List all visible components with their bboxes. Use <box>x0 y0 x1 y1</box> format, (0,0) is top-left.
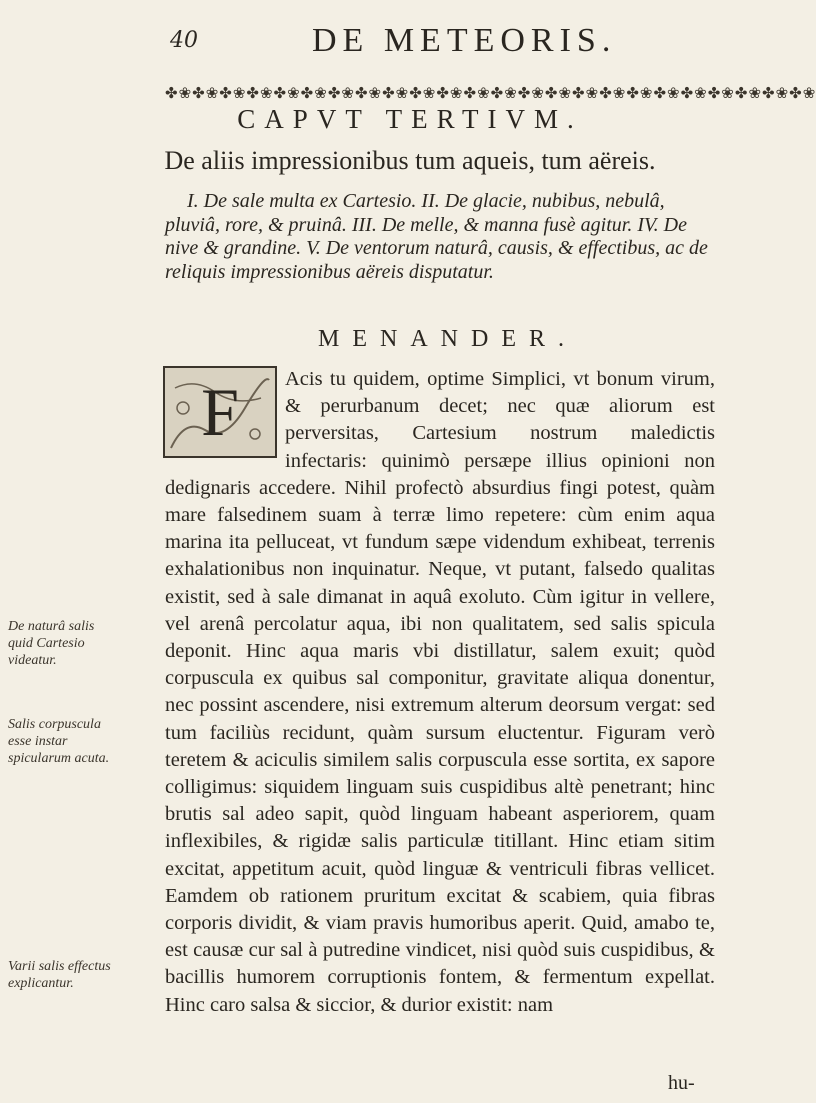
main-paragraph: Acis tu quidem, optime Simplici, vt bonum virum, & perurbanum decet; nec quæ aliorum est perversitas, Cartesium nostrum maledictis infectaris: quinimò persæpe illius opinioni non dedignaris accedere. Nihil profectò absurdius fingi potest, quàm mare falsedinem suam à terræ limo repetere: cùm enim aqua marina ita pelluceat, vt fundum sæpe videndum exhibeat, terrenis exhalationibus non inquinatur. Neque, vt putant, falsedo qualitas existit, sed à sale dimanat in aquâ exoluto. Cùm igitur in vellere, vel arenâ percolatur aqua, ibi non qualitatem, sed salis spicula deponit. Hinc aqua maris vbi distillatur, salem exuit; quòd corpuscula ex quibus sal componitur, gravitate aliqua donentur, nec possint ascendere, nisi extremum alterum deorsum vergat: sed tum faciliùs recidunt, quàm sursum eluctentur. Figuram verò teretem & aciculis similem salis corpuscula esse sortita, ex sapore colligimus: siquidem linguam suis cuspidibus altè penetrant; hinc brutis sal adeo sapit, quòd linguam habeant asperiorem, quam inflexibiles, & rigidæ salis particulæ titillant. Hinc etiam sitim excitat, appetitum acuit, quòd linguæ & ventriculi fibras vellicet. Eamdem ob rationem pruritum excitat & scabiem, quia fibras corporis dividit, & viam pravis humoribus aperit. Quid, amabo te, est causæ cur sal à putredine vindicet, nisi quòd suis cuspidibus, & bacillis humorem corruptionis fontem, & fermentum expellat. Hinc caro salsa & siccior, & durior existit: nam <box>165 368 715 1016</box>
margin-note-3: Varii salis effectus explicantur. <box>8 959 111 991</box>
ornament-band: ✤❀✤❀✤❀✤❀✤❀✤❀✤❀✤❀✤❀✤❀✤❀✤❀✤❀✤❀✤❀✤❀✤❀✤❀✤❀✤❀✤❀✤❀✤❀✤❀ <box>165 84 816 102</box>
margin-note-1: De naturâ salis quid Cartesio videatur. <box>8 619 95 668</box>
main-text <box>165 366 715 1019</box>
running-head <box>162 22 642 62</box>
page-number: 40 <box>170 28 198 53</box>
running-title: DE METEORIS. <box>312 22 617 59</box>
chapter-title: CAPVT TERTIVM. <box>237 104 583 134</box>
speaker-name: MENANDER. <box>318 326 577 352</box>
margin-note-2: Salis corpuscula esse instar spicularum acuta. <box>8 717 110 766</box>
chapter-summary: I. De sale multa ex Cartesio. II. De glacie, nubibus, nebulâ, pluviâ, rore, & pruinâ. III. De melle, & manna fusè agitur. IV. De nive & grandine. V. De ventorum naturâ, causis, & effectibus, ac de reliquis impressionibus aëreis disputatur. <box>165 190 708 283</box>
chapter-subtitle: De aliis impressionibus tum aqueis, tum aëreis. <box>164 146 656 175</box>
drop-cap-letter: F <box>201 374 239 450</box>
catchword: hu- <box>668 1072 695 1094</box>
